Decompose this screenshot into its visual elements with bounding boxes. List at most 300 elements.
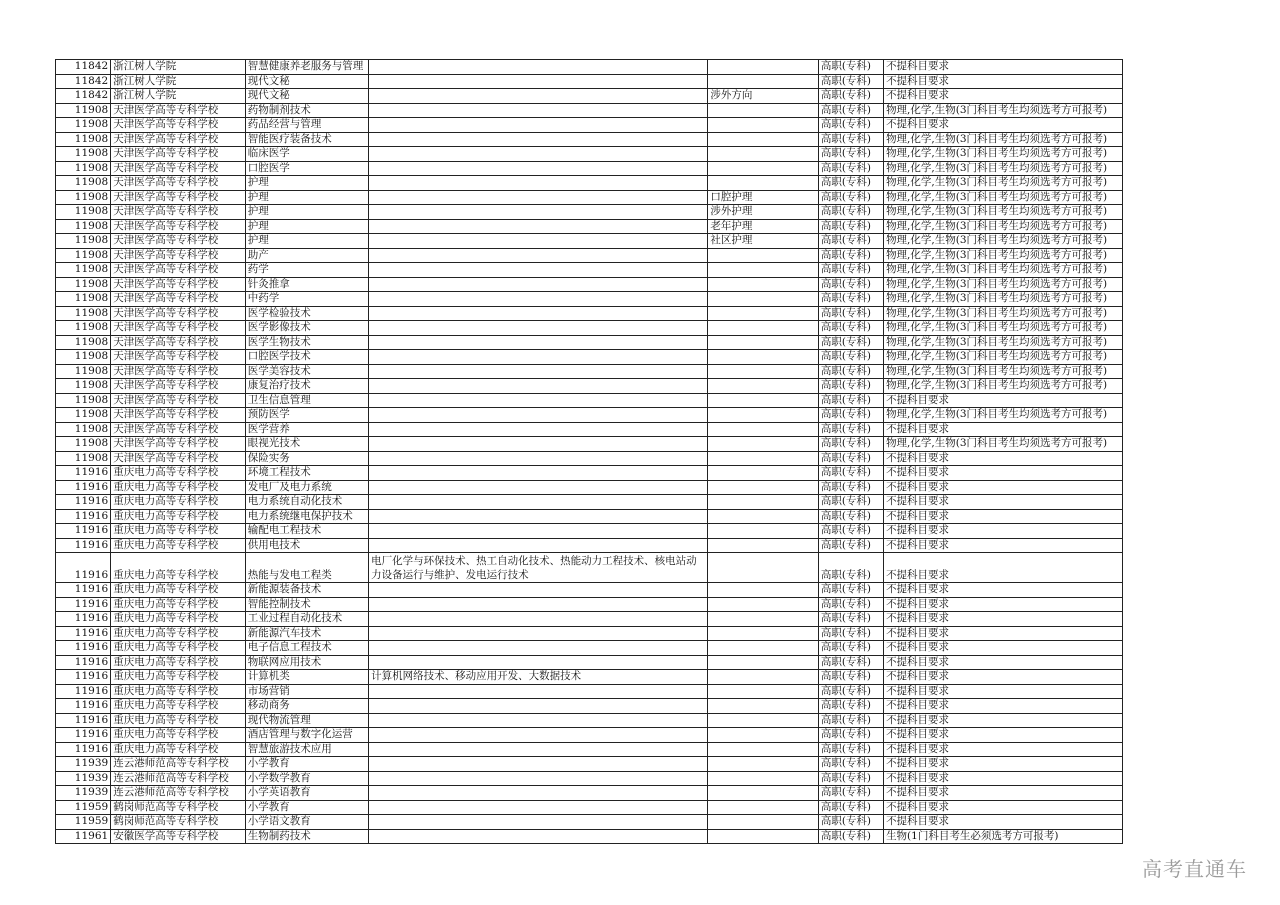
subject-requirement-cell: 不提科目要求 xyxy=(884,655,1123,670)
table-row xyxy=(56,132,1123,147)
major-name-cell: 保险实务 xyxy=(245,451,368,466)
subject-requirement-cell: 物理,化学,生物(3门科目考生均须选考方可报考) xyxy=(884,437,1123,452)
school-name-cell: 重庆电力高等专科学校 xyxy=(111,538,246,553)
subject-requirement-cell: 物理,化学,生物(3门科目考生均须选考方可报考) xyxy=(884,379,1123,394)
school-name-cell: 重庆电力高等专科学校 xyxy=(111,626,246,641)
level-cell: 高职(专科) xyxy=(818,350,883,365)
school-code-cell: 11908 xyxy=(56,350,111,365)
subject-requirement-cell: 物理,化学,生物(3门科目考生均须选考方可报考) xyxy=(884,292,1123,307)
table-row xyxy=(56,742,1123,757)
school-code-cell: 11908 xyxy=(56,103,111,118)
school-code-cell: 11842 xyxy=(56,60,111,75)
school-code-cell: 11908 xyxy=(56,451,111,466)
major-name-cell: 口腔医学技术 xyxy=(245,350,368,365)
level-cell: 高职(专科) xyxy=(818,829,883,844)
major-name-cell: 口腔医学 xyxy=(245,161,368,176)
major-direction-cell xyxy=(708,771,818,786)
included-majors-cell xyxy=(369,306,708,321)
school-name-cell: 天津医学高等专科学校 xyxy=(111,277,246,292)
school-name-cell: 重庆电力高等专科学校 xyxy=(111,480,246,495)
major-direction-cell xyxy=(708,60,818,75)
table-row xyxy=(56,597,1123,612)
table-row xyxy=(56,219,1123,234)
school-code-cell: 11916 xyxy=(56,626,111,641)
major-direction-cell xyxy=(708,583,818,598)
table-row xyxy=(56,495,1123,510)
school-code-cell: 11908 xyxy=(56,277,111,292)
subject-requirement-cell: 不提科目要求 xyxy=(884,480,1123,495)
table-row xyxy=(56,583,1123,598)
major-direction-cell xyxy=(708,553,818,583)
school-code-cell: 11908 xyxy=(56,437,111,452)
school-name-cell: 天津医学高等专科学校 xyxy=(111,451,246,466)
subject-requirement-cell: 不提科目要求 xyxy=(884,771,1123,786)
subject-requirement-cell: 不提科目要求 xyxy=(884,612,1123,627)
subject-requirement-cell: 不提科目要求 xyxy=(884,597,1123,612)
included-majors-cell xyxy=(369,538,708,553)
school-name-cell: 鹤岗师范高等专科学校 xyxy=(111,815,246,830)
subject-requirement-cell: 物理,化学,生物(3门科目考生均须选考方可报考) xyxy=(884,132,1123,147)
included-majors-cell xyxy=(369,771,708,786)
included-majors-cell xyxy=(369,815,708,830)
school-code-cell: 11916 xyxy=(56,466,111,481)
school-name-cell: 连云港师范高等专科学校 xyxy=(111,757,246,772)
major-direction-cell xyxy=(708,509,818,524)
level-cell: 高职(专科) xyxy=(818,655,883,670)
level-cell: 高职(专科) xyxy=(818,147,883,162)
school-code-cell: 11908 xyxy=(56,408,111,423)
major-direction-cell xyxy=(708,350,818,365)
school-code-cell: 11916 xyxy=(56,553,111,583)
table-row xyxy=(56,321,1123,336)
included-majors-cell xyxy=(369,641,708,656)
table-row xyxy=(56,277,1123,292)
school-code-cell: 11916 xyxy=(56,538,111,553)
included-majors-cell xyxy=(369,757,708,772)
subject-requirement-cell: 不提科目要求 xyxy=(884,815,1123,830)
school-name-cell: 天津医学高等专科学校 xyxy=(111,263,246,278)
table-body xyxy=(56,60,1123,844)
subject-requirement-cell: 不提科目要求 xyxy=(884,451,1123,466)
major-name-cell: 护理 xyxy=(245,176,368,191)
major-name-cell: 中药学 xyxy=(245,292,368,307)
level-cell: 高职(专科) xyxy=(818,422,883,437)
subject-requirement-cell: 物理,化学,生物(3门科目考生均须选考方可报考) xyxy=(884,335,1123,350)
school-name-cell: 天津医学高等专科学校 xyxy=(111,132,246,147)
table-row xyxy=(56,699,1123,714)
major-direction-cell xyxy=(708,132,818,147)
school-code-cell: 11916 xyxy=(56,597,111,612)
table-row xyxy=(56,364,1123,379)
level-cell: 高职(专科) xyxy=(818,321,883,336)
included-majors-cell xyxy=(369,89,708,104)
subject-requirement-cell: 不提科目要求 xyxy=(884,699,1123,714)
school-name-cell: 天津医学高等专科学校 xyxy=(111,306,246,321)
table-row xyxy=(56,684,1123,699)
level-cell: 高职(专科) xyxy=(818,553,883,583)
school-code-cell: 11908 xyxy=(56,263,111,278)
major-direction-cell xyxy=(708,408,818,423)
included-majors-cell xyxy=(369,713,708,728)
school-name-cell: 重庆电力高等专科学校 xyxy=(111,713,246,728)
subject-requirement-cell: 不提科目要求 xyxy=(884,713,1123,728)
school-code-cell: 11908 xyxy=(56,306,111,321)
major-direction-cell: 老年护理 xyxy=(708,219,818,234)
school-name-cell: 重庆电力高等专科学校 xyxy=(111,684,246,699)
subject-requirement-cell: 物理,化学,生物(3门科目考生均须选考方可报考) xyxy=(884,190,1123,205)
major-name-cell: 护理 xyxy=(245,234,368,249)
major-direction-cell xyxy=(708,524,818,539)
school-code-cell: 11916 xyxy=(56,670,111,685)
major-name-cell: 小学教育 xyxy=(245,757,368,772)
table-row xyxy=(56,538,1123,553)
school-name-cell: 天津医学高等专科学校 xyxy=(111,335,246,350)
school-code-cell: 11908 xyxy=(56,176,111,191)
subject-requirement-cell: 不提科目要求 xyxy=(884,800,1123,815)
school-code-cell: 11842 xyxy=(56,89,111,104)
included-majors-cell xyxy=(369,655,708,670)
included-majors-cell xyxy=(369,219,708,234)
major-name-cell: 医学美容技术 xyxy=(245,364,368,379)
level-cell: 高职(专科) xyxy=(818,626,883,641)
table-row xyxy=(56,553,1123,583)
school-name-cell: 天津医学高等专科学校 xyxy=(111,176,246,191)
major-name-cell: 环境工程技术 xyxy=(245,466,368,481)
school-code-cell: 11916 xyxy=(56,612,111,627)
school-code-cell: 11908 xyxy=(56,393,111,408)
included-majors-cell xyxy=(369,800,708,815)
school-code-cell: 11908 xyxy=(56,234,111,249)
major-name-cell: 现代物流管理 xyxy=(245,713,368,728)
included-majors-cell xyxy=(369,612,708,627)
included-majors-cell xyxy=(369,742,708,757)
major-name-cell: 智能医疗装备技术 xyxy=(245,132,368,147)
school-code-cell: 11908 xyxy=(56,248,111,263)
level-cell: 高职(专科) xyxy=(818,60,883,75)
subject-requirement-cell: 不提科目要求 xyxy=(884,742,1123,757)
included-majors-cell xyxy=(369,234,708,249)
table-row xyxy=(56,437,1123,452)
included-majors-cell xyxy=(369,480,708,495)
level-cell: 高职(专科) xyxy=(818,408,883,423)
major-name-cell: 助产 xyxy=(245,248,368,263)
subject-requirement-cell: 不提科目要求 xyxy=(884,60,1123,75)
level-cell: 高职(专科) xyxy=(818,757,883,772)
table-row xyxy=(56,800,1123,815)
table-row xyxy=(56,379,1123,394)
major-direction-cell xyxy=(708,306,818,321)
subject-requirement-cell: 不提科目要求 xyxy=(884,670,1123,685)
major-name-cell: 移动商务 xyxy=(245,699,368,714)
table-row xyxy=(56,408,1123,423)
major-name-cell: 医学营养 xyxy=(245,422,368,437)
included-majors-cell xyxy=(369,786,708,801)
major-direction-cell xyxy=(708,713,818,728)
major-name-cell: 热能与发电工程类 xyxy=(245,553,368,583)
major-name-cell: 康复治疗技术 xyxy=(245,379,368,394)
level-cell: 高职(专科) xyxy=(818,277,883,292)
school-code-cell: 11908 xyxy=(56,118,111,133)
included-majors-cell xyxy=(369,699,708,714)
included-majors-cell xyxy=(369,176,708,191)
major-direction-cell xyxy=(708,422,818,437)
major-name-cell: 预防医学 xyxy=(245,408,368,423)
table-row xyxy=(56,466,1123,481)
school-code-cell: 11908 xyxy=(56,147,111,162)
major-direction-cell: 涉外方向 xyxy=(708,89,818,104)
subject-requirement-cell: 物理,化学,生物(3门科目考生均须选考方可报考) xyxy=(884,364,1123,379)
major-direction-cell xyxy=(708,364,818,379)
major-name-cell: 计算机类 xyxy=(245,670,368,685)
table-row xyxy=(56,190,1123,205)
level-cell: 高职(专科) xyxy=(818,364,883,379)
table-row xyxy=(56,306,1123,321)
school-code-cell: 11908 xyxy=(56,219,111,234)
school-name-cell: 重庆电力高等专科学校 xyxy=(111,699,246,714)
included-majors-cell xyxy=(369,335,708,350)
school-code-cell: 11908 xyxy=(56,190,111,205)
school-code-cell: 11916 xyxy=(56,713,111,728)
major-direction-cell xyxy=(708,742,818,757)
table-row xyxy=(56,103,1123,118)
subject-requirement-cell: 物理,化学,生物(3门科目考生均须选考方可报考) xyxy=(884,306,1123,321)
subject-requirement-cell: 不提科目要求 xyxy=(884,757,1123,772)
table-row xyxy=(56,451,1123,466)
school-name-cell: 天津医学高等专科学校 xyxy=(111,364,246,379)
major-direction-cell xyxy=(708,495,818,510)
included-majors-cell xyxy=(369,190,708,205)
level-cell: 高职(专科) xyxy=(818,641,883,656)
table-row xyxy=(56,263,1123,278)
major-name-cell: 供用电技术 xyxy=(245,538,368,553)
table-row xyxy=(56,161,1123,176)
school-name-cell: 鹤岗师范高等专科学校 xyxy=(111,800,246,815)
school-code-cell: 11916 xyxy=(56,742,111,757)
level-cell: 高职(专科) xyxy=(818,583,883,598)
level-cell: 高职(专科) xyxy=(818,699,883,714)
major-direction-cell xyxy=(708,612,818,627)
subject-requirement-cell: 不提科目要求 xyxy=(884,74,1123,89)
major-name-cell: 小学英语教育 xyxy=(245,786,368,801)
major-direction-cell xyxy=(708,379,818,394)
included-majors-cell xyxy=(369,583,708,598)
included-majors-cell xyxy=(369,393,708,408)
major-direction-cell xyxy=(708,480,818,495)
school-code-cell: 11939 xyxy=(56,786,111,801)
level-cell: 高职(专科) xyxy=(818,509,883,524)
major-direction-cell xyxy=(708,800,818,815)
school-name-cell: 重庆电力高等专科学校 xyxy=(111,728,246,743)
included-majors-cell xyxy=(369,74,708,89)
subject-requirement-cell: 物理,化学,生物(3门科目考生均须选考方可报考) xyxy=(884,263,1123,278)
level-cell: 高职(专科) xyxy=(818,466,883,481)
school-code-cell: 11908 xyxy=(56,321,111,336)
included-majors-cell xyxy=(369,626,708,641)
major-direction-cell xyxy=(708,118,818,133)
subject-requirement-cell: 不提科目要求 xyxy=(884,626,1123,641)
school-code-cell: 11908 xyxy=(56,205,111,220)
major-name-cell: 智能控制技术 xyxy=(245,597,368,612)
level-cell: 高职(专科) xyxy=(818,89,883,104)
subject-requirement-cell: 物理,化学,生物(3门科目考生均须选考方可报考) xyxy=(884,277,1123,292)
school-name-cell: 浙江树人学院 xyxy=(111,60,246,75)
school-name-cell: 天津医学高等专科学校 xyxy=(111,234,246,249)
level-cell: 高职(专科) xyxy=(818,205,883,220)
level-cell: 高职(专科) xyxy=(818,248,883,263)
major-name-cell: 电子信息工程技术 xyxy=(245,641,368,656)
level-cell: 高职(专科) xyxy=(818,234,883,249)
major-name-cell: 市场营销 xyxy=(245,684,368,699)
subject-requirement-cell: 物理,化学,生物(3门科目考生均须选考方可报考) xyxy=(884,103,1123,118)
school-code-cell: 11939 xyxy=(56,771,111,786)
level-cell: 高职(专科) xyxy=(818,742,883,757)
school-name-cell: 天津医学高等专科学校 xyxy=(111,219,246,234)
major-direction-cell xyxy=(708,597,818,612)
level-cell: 高职(专科) xyxy=(818,495,883,510)
school-name-cell: 安徽医学高等专科学校 xyxy=(111,829,246,844)
table-row xyxy=(56,147,1123,162)
school-code-cell: 11959 xyxy=(56,800,111,815)
school-code-cell: 11959 xyxy=(56,815,111,830)
major-direction-cell xyxy=(708,263,818,278)
major-name-cell: 针灸推拿 xyxy=(245,277,368,292)
subject-requirement-cell: 不提科目要求 xyxy=(884,728,1123,743)
school-code-cell: 11908 xyxy=(56,132,111,147)
table-row xyxy=(56,655,1123,670)
table-row xyxy=(56,335,1123,350)
major-name-cell: 医学生物技术 xyxy=(245,335,368,350)
level-cell: 高职(专科) xyxy=(818,393,883,408)
table-row xyxy=(56,829,1123,844)
major-direction-cell xyxy=(708,699,818,714)
major-direction-cell: 口腔护理 xyxy=(708,190,818,205)
major-name-cell: 医学影像技术 xyxy=(245,321,368,336)
major-direction-cell xyxy=(708,684,818,699)
level-cell: 高职(专科) xyxy=(818,161,883,176)
level-cell: 高职(专科) xyxy=(818,612,883,627)
included-majors-cell xyxy=(369,422,708,437)
level-cell: 高职(专科) xyxy=(818,219,883,234)
major-name-cell: 小学语文教育 xyxy=(245,815,368,830)
subject-requirement-cell: 不提科目要求 xyxy=(884,118,1123,133)
school-name-cell: 天津医学高等专科学校 xyxy=(111,292,246,307)
included-majors-cell xyxy=(369,248,708,263)
subject-requirement-cell: 物理,化学,生物(3门科目考生均须选考方可报考) xyxy=(884,321,1123,336)
major-name-cell: 发电厂及电力系统 xyxy=(245,480,368,495)
included-majors-cell xyxy=(369,829,708,844)
included-majors-cell xyxy=(369,277,708,292)
subject-requirement-cell: 物理,化学,生物(3门科目考生均须选考方可报考) xyxy=(884,234,1123,249)
school-name-cell: 天津医学高等专科学校 xyxy=(111,437,246,452)
included-majors-cell xyxy=(369,350,708,365)
school-name-cell: 连云港师范高等专科学校 xyxy=(111,771,246,786)
level-cell: 高职(专科) xyxy=(818,524,883,539)
major-direction-cell xyxy=(708,829,818,844)
level-cell: 高职(专科) xyxy=(818,451,883,466)
school-name-cell: 天津医学高等专科学校 xyxy=(111,248,246,263)
subject-requirement-cell: 不提科目要求 xyxy=(884,393,1123,408)
major-name-cell: 医学检验技术 xyxy=(245,306,368,321)
subject-requirement-cell: 物理,化学,生物(3门科目考生均须选考方可报考) xyxy=(884,408,1123,423)
school-code-cell: 11908 xyxy=(56,379,111,394)
included-majors-cell xyxy=(369,524,708,539)
school-code-cell: 11916 xyxy=(56,684,111,699)
school-code-cell: 11908 xyxy=(56,422,111,437)
major-direction-cell xyxy=(708,757,818,772)
included-majors-cell xyxy=(369,408,708,423)
major-direction-cell xyxy=(708,451,818,466)
level-cell: 高职(专科) xyxy=(818,74,883,89)
school-code-cell: 11916 xyxy=(56,583,111,598)
major-name-cell: 卫生信息管理 xyxy=(245,393,368,408)
admission-table xyxy=(55,59,1123,844)
table-row xyxy=(56,422,1123,437)
included-majors-cell xyxy=(369,597,708,612)
included-majors-cell xyxy=(369,147,708,162)
table-row xyxy=(56,480,1123,495)
included-majors-cell xyxy=(369,437,708,452)
school-name-cell: 天津医学高等专科学校 xyxy=(111,118,246,133)
table-row xyxy=(56,60,1123,75)
table-row xyxy=(56,612,1123,627)
major-direction-cell xyxy=(708,176,818,191)
subject-requirement-cell: 不提科目要求 xyxy=(884,684,1123,699)
major-name-cell: 生物制药技术 xyxy=(245,829,368,844)
subject-requirement-cell: 物理,化学,生物(3门科目考生均须选考方可报考) xyxy=(884,248,1123,263)
school-name-cell: 浙江树人学院 xyxy=(111,89,246,104)
school-code-cell: 11842 xyxy=(56,74,111,89)
included-majors-cell: 电厂化学与环保技术、热工自动化技术、热能动力工程技术、核电站动力设备运行与维护、发电运行技术 xyxy=(369,553,708,583)
major-name-cell: 新能源汽车技术 xyxy=(245,626,368,641)
major-name-cell: 新能源装备技术 xyxy=(245,583,368,598)
level-cell: 高职(专科) xyxy=(818,306,883,321)
level-cell: 高职(专科) xyxy=(818,263,883,278)
school-code-cell: 11916 xyxy=(56,495,111,510)
subject-requirement-cell: 物理,化学,生物(3门科目考生均须选考方可报考) xyxy=(884,219,1123,234)
subject-requirement-cell: 不提科目要求 xyxy=(884,553,1123,583)
level-cell: 高职(专科) xyxy=(818,103,883,118)
level-cell: 高职(专科) xyxy=(818,292,883,307)
major-name-cell: 护理 xyxy=(245,219,368,234)
included-majors-cell xyxy=(369,321,708,336)
included-majors-cell xyxy=(369,205,708,220)
level-cell: 高职(专科) xyxy=(818,379,883,394)
subject-requirement-cell: 不提科目要求 xyxy=(884,641,1123,656)
school-name-cell: 重庆电力高等专科学校 xyxy=(111,524,246,539)
included-majors-cell xyxy=(369,466,708,481)
school-name-cell: 天津医学高等专科学校 xyxy=(111,408,246,423)
level-cell: 高职(专科) xyxy=(818,190,883,205)
school-name-cell: 天津医学高等专科学校 xyxy=(111,379,246,394)
major-name-cell: 药品经营与管理 xyxy=(245,118,368,133)
table-row xyxy=(56,350,1123,365)
major-direction-cell xyxy=(708,321,818,336)
level-cell: 高职(专科) xyxy=(818,684,883,699)
included-majors-cell xyxy=(369,509,708,524)
table-row xyxy=(56,670,1123,685)
major-name-cell: 电力系统继电保护技术 xyxy=(245,509,368,524)
school-code-cell: 11916 xyxy=(56,728,111,743)
level-cell: 高职(专科) xyxy=(818,728,883,743)
major-name-cell: 智慧旅游技术应用 xyxy=(245,742,368,757)
included-majors-cell xyxy=(369,263,708,278)
watermark: 高考直通车 xyxy=(1142,857,1247,881)
major-name-cell: 智慧健康养老服务与管理 xyxy=(245,60,368,75)
table-row xyxy=(56,728,1123,743)
included-majors-cell xyxy=(369,684,708,699)
major-direction-cell xyxy=(708,161,818,176)
major-name-cell: 工业过程自动化技术 xyxy=(245,612,368,627)
